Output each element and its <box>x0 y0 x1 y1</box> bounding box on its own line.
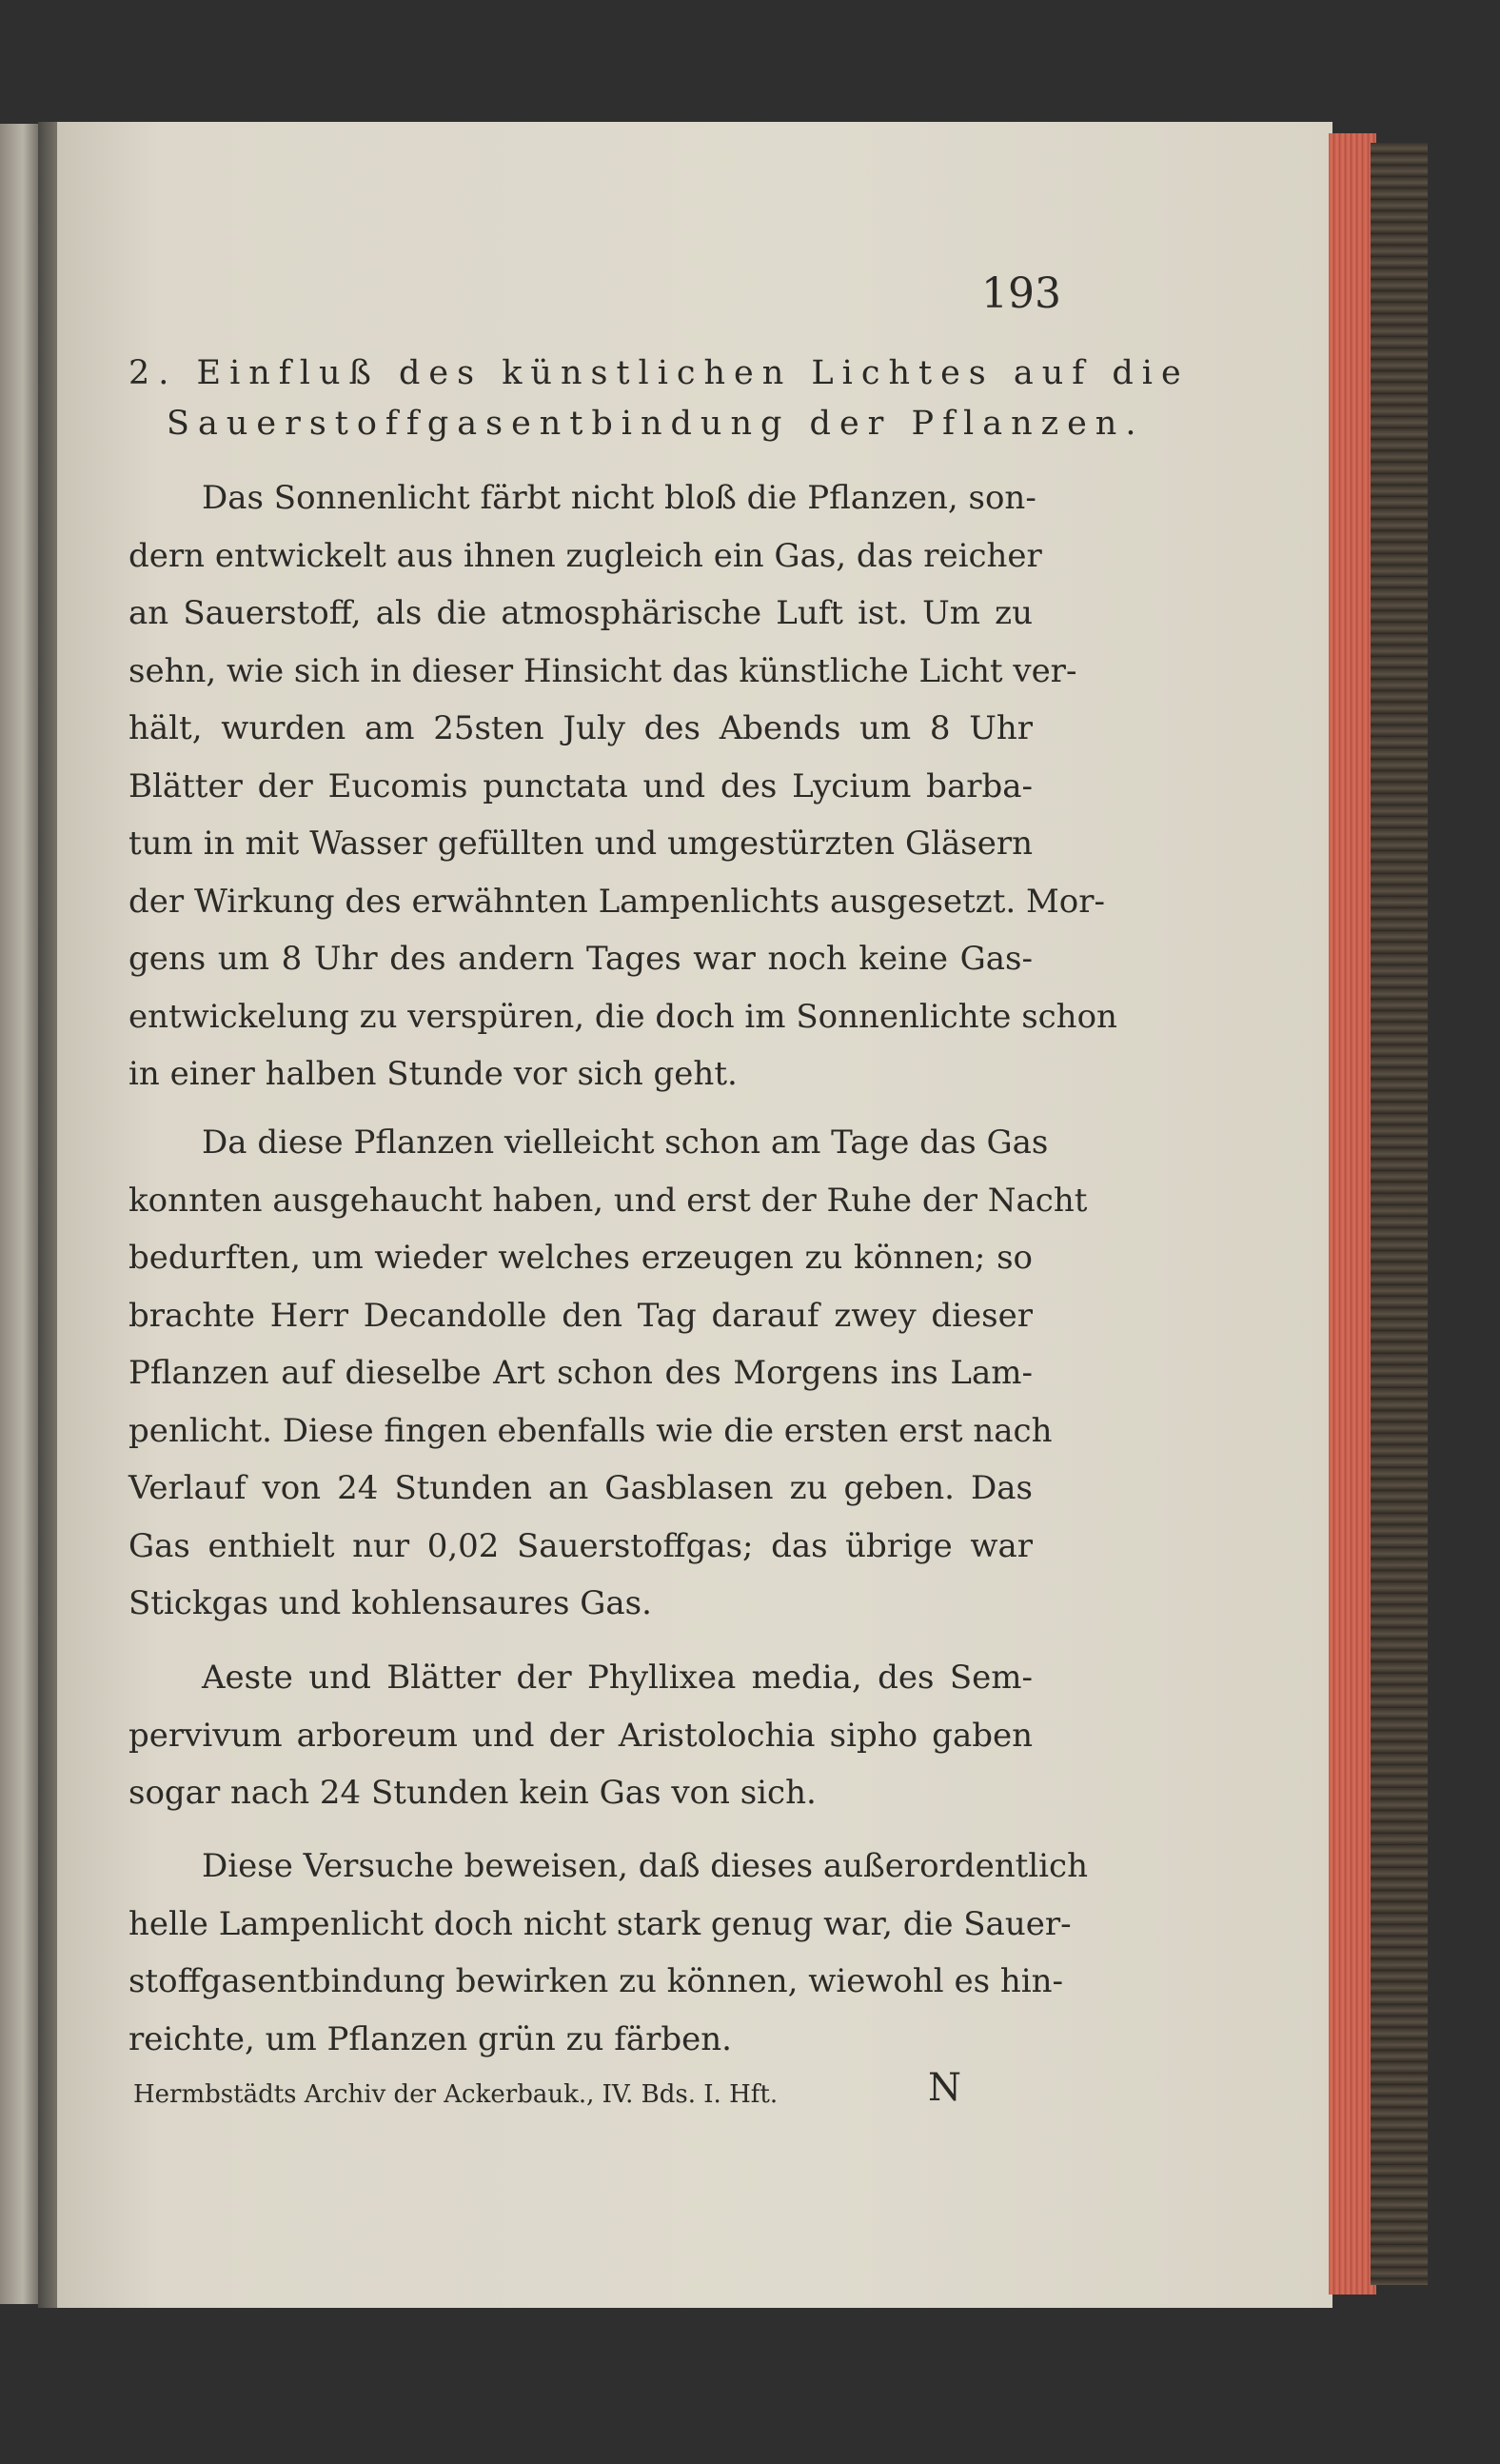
text-line: penlicht. Diese fingen ebenfalls wie die ersten erst nach <box>128 1411 1053 1450</box>
text-line: tum in mit Wasser gefüllten und umgestürzten Gläsern <box>128 825 1033 863</box>
footer-signature: Hermbstädts Archiv der Ackerbauk., IV. Bds. I. Hft. <box>133 2080 779 2109</box>
text-line: konnten ausgehaucht haben, und erst der Ruhe der Nacht <box>128 1181 1088 1220</box>
text-line: sogar nach 24 Stunden kein Gas von sich. <box>128 1774 817 1812</box>
text-line: Gas enthielt nur 0,02 Sauerstoffgas; das übrige war <box>128 1526 1033 1565</box>
text-line: brachte Herr Decandolle den Tag darauf zwey dieser <box>128 1296 1033 1335</box>
text-line: in einer halben Stunde vor sich geht. <box>128 1055 738 1093</box>
text-line: Pflanzen auf dieselbe Art schon des Morgens ins Lam- <box>128 1354 1033 1392</box>
text-line: Da diese Pflanzen vielleicht schon am Tage das Gas <box>202 1123 1049 1162</box>
page-number: 193 <box>981 269 1061 318</box>
text-line: bedurften, um wieder welches erzeugen zu können; so <box>128 1239 1033 1277</box>
text-line: entwickelung zu verspüren, die doch im Sonnenlichte schon <box>128 997 1117 1036</box>
text-line: der Wirkung des erwähnten Lampenlichts ausgesetzt. Mor- <box>128 882 1105 921</box>
text-line: gens um 8 Uhr des andern Tages war noch keine Gas- <box>128 940 1033 978</box>
book-cover-edge <box>1371 143 1428 2285</box>
text-line: pervivum arboreum und der Aristolochia sipho gaben <box>128 1716 1033 1755</box>
section-heading-line-1: 2. Einfluß des künstlichen Lichtes auf die <box>128 354 1190 392</box>
text-line: reichte, um Pflanzen grün zu färben. <box>128 2019 732 2058</box>
footer-sheet-mark: N <box>928 2066 961 2110</box>
page-edges-red <box>1329 133 1376 2295</box>
text-line: stoffgasentbindung bewirken zu können, wiewohl es hin- <box>128 1962 1064 2000</box>
text-line: dern entwickelt aus ihnen zugleich ein Gas, das reicher <box>128 536 1042 575</box>
section-heading-line-2: Sauerstoffgasentbindung der Pflanzen. <box>167 405 1145 443</box>
text-line: Aeste und Blätter der Phyllixea media, des Sem- <box>202 1659 1033 1697</box>
text-line: Stickgas und kohlensaures Gas. <box>128 1584 652 1622</box>
text-line: an Sauerstoff, als die atmosphärische Luft ist. Um zu <box>128 594 1033 632</box>
text-line: Verlauf von 24 Stunden an Gasblasen zu geben. Das <box>128 1469 1033 1507</box>
text-line: helle Lampenlicht doch nicht stark genug war, die Sauer- <box>128 1904 1072 1943</box>
text-line: sehn, wie sich in dieser Hinsicht das künstliche Licht ver- <box>128 651 1077 690</box>
text-line: hält, wurden am 25sten July des Abends um 8 Uhr <box>128 709 1033 747</box>
previous-page-edge <box>0 124 38 2304</box>
text-line: Das Sonnenlicht färbt nicht bloß die Pflanzen, son- <box>202 479 1036 517</box>
text-line: Blätter der Eucomis punctata und des Lycium barba- <box>128 766 1033 805</box>
text-line: Diese Versuche beweisen, daß dieses außerordentlich <box>202 1847 1088 1885</box>
